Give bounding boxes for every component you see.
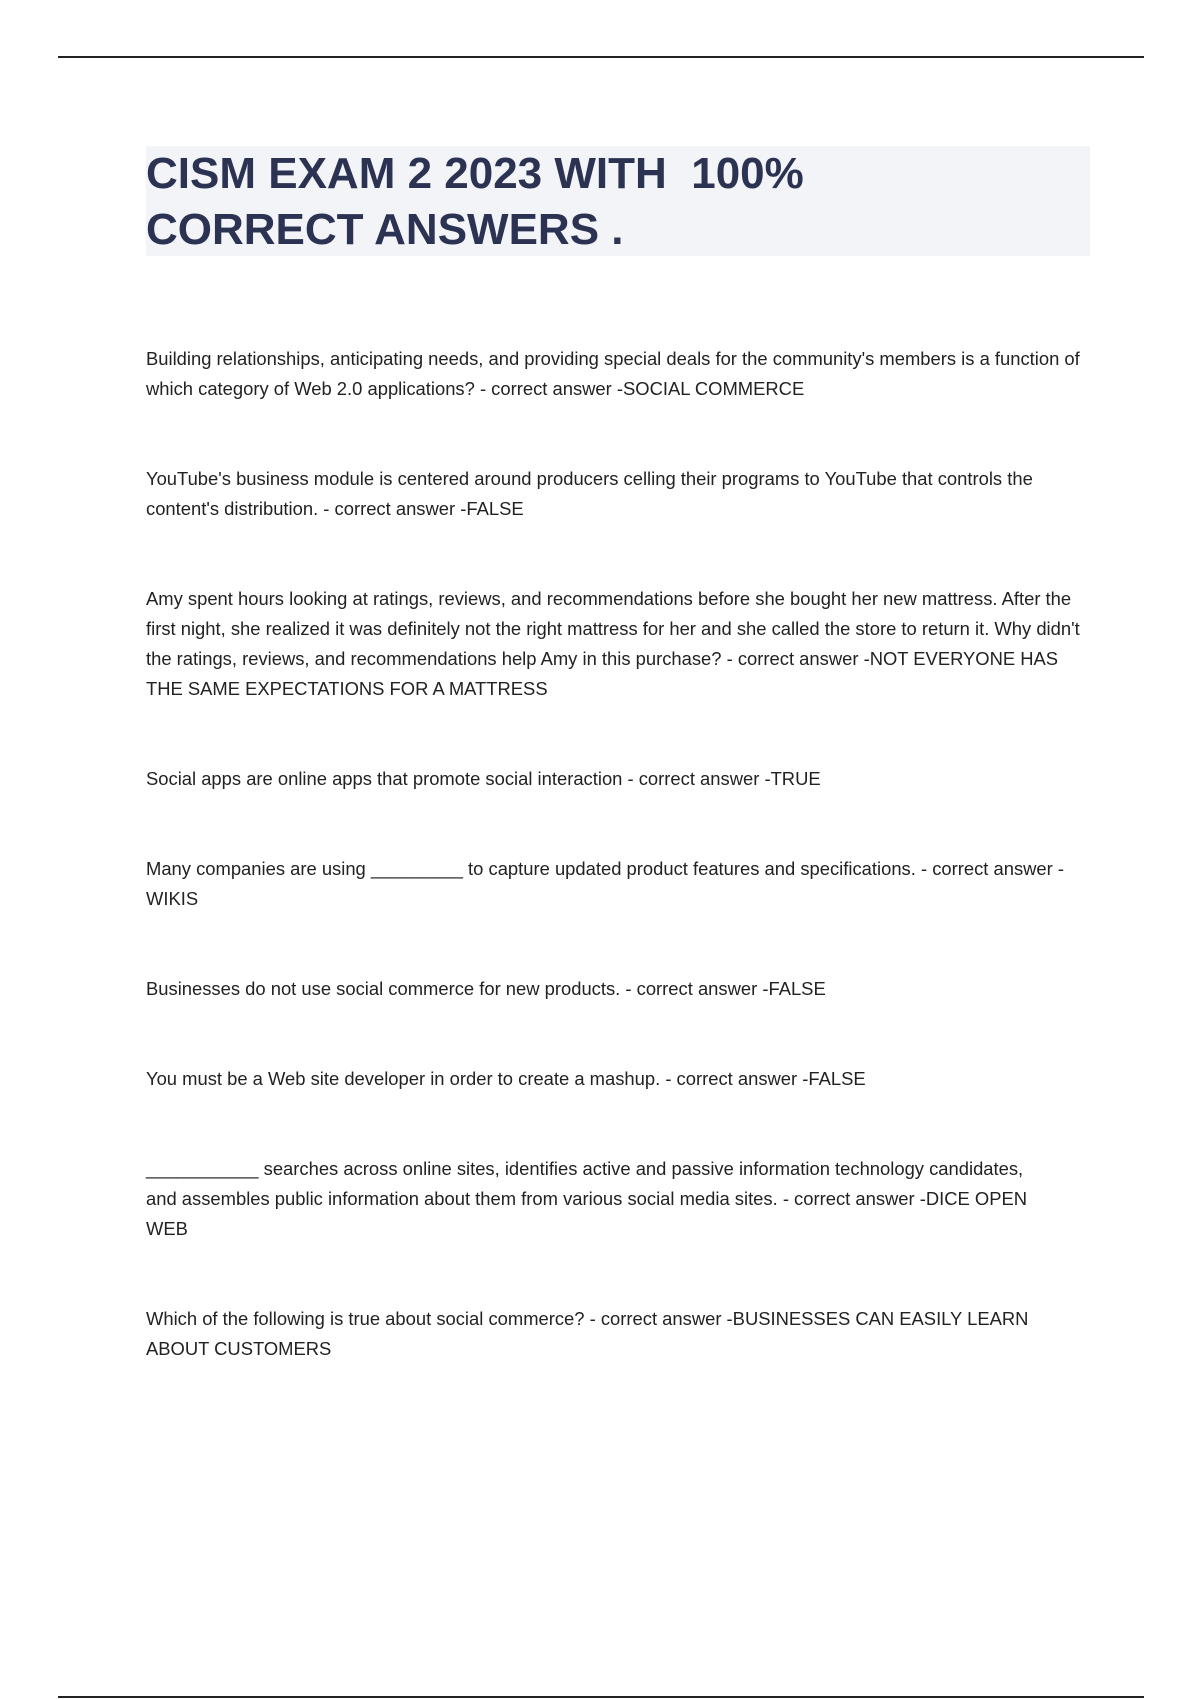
- question-item-1: Building relationships, anticipating needs, and providing special deals for the community's members is a function of which category of Web 2.0 applications? - correct answer -SOCIAL COMMERCE: [146, 348, 1085, 399]
- top-divider: [58, 56, 1144, 58]
- bottom-divider: [58, 1696, 1144, 1698]
- question-item-3: Amy spent hours looking at ratings, reviews, and recommendations before she bought her new mattress. After the first night, she realized it was definitely not the right mattress for her and she called the store to return it. Why didn't the ratings, reviews, and recommendations help Amy in this purchase? - correct answer -NOT EVERYONE HAS THE SAME EXPECTATIONS FOR A MATTRESS: [146, 588, 1085, 699]
- title-block: [146, 146, 1090, 256]
- document-title: CISM EXAM 2 2023 WITH 100% CORRECT ANSWERS .: [146, 149, 804, 254]
- question-item-9: Which of the following is true about social commerce? - correct answer -BUSINESSES CAN EASILY LEARN ABOUT CUSTOMERS: [146, 1308, 1033, 1359]
- question-item-8: ___________ searches across online sites, identifies active and passive information technology candidates, and assembles public information about them from various social media sites. - correct answer -DICE OPEN WEB: [146, 1158, 1033, 1239]
- question-item-2: YouTube's business module is centered around producers celling their programs to YouTube that controls the content's distribution. - correct answer -FALSE: [146, 468, 1038, 519]
- question-item-7: You must be a Web site developer in order to create a mashup. - correct answer -FALSE: [146, 1068, 866, 1089]
- question-item-4: Social apps are online apps that promote social interaction - correct answer -TRUE: [146, 768, 821, 789]
- question-item-6: Businesses do not use social commerce for new products. - correct answer -FALSE: [146, 978, 826, 999]
- question-item-5: Many companies are using _________ to capture updated product features and specifications. - correct answer -WIKIS: [146, 858, 1065, 909]
